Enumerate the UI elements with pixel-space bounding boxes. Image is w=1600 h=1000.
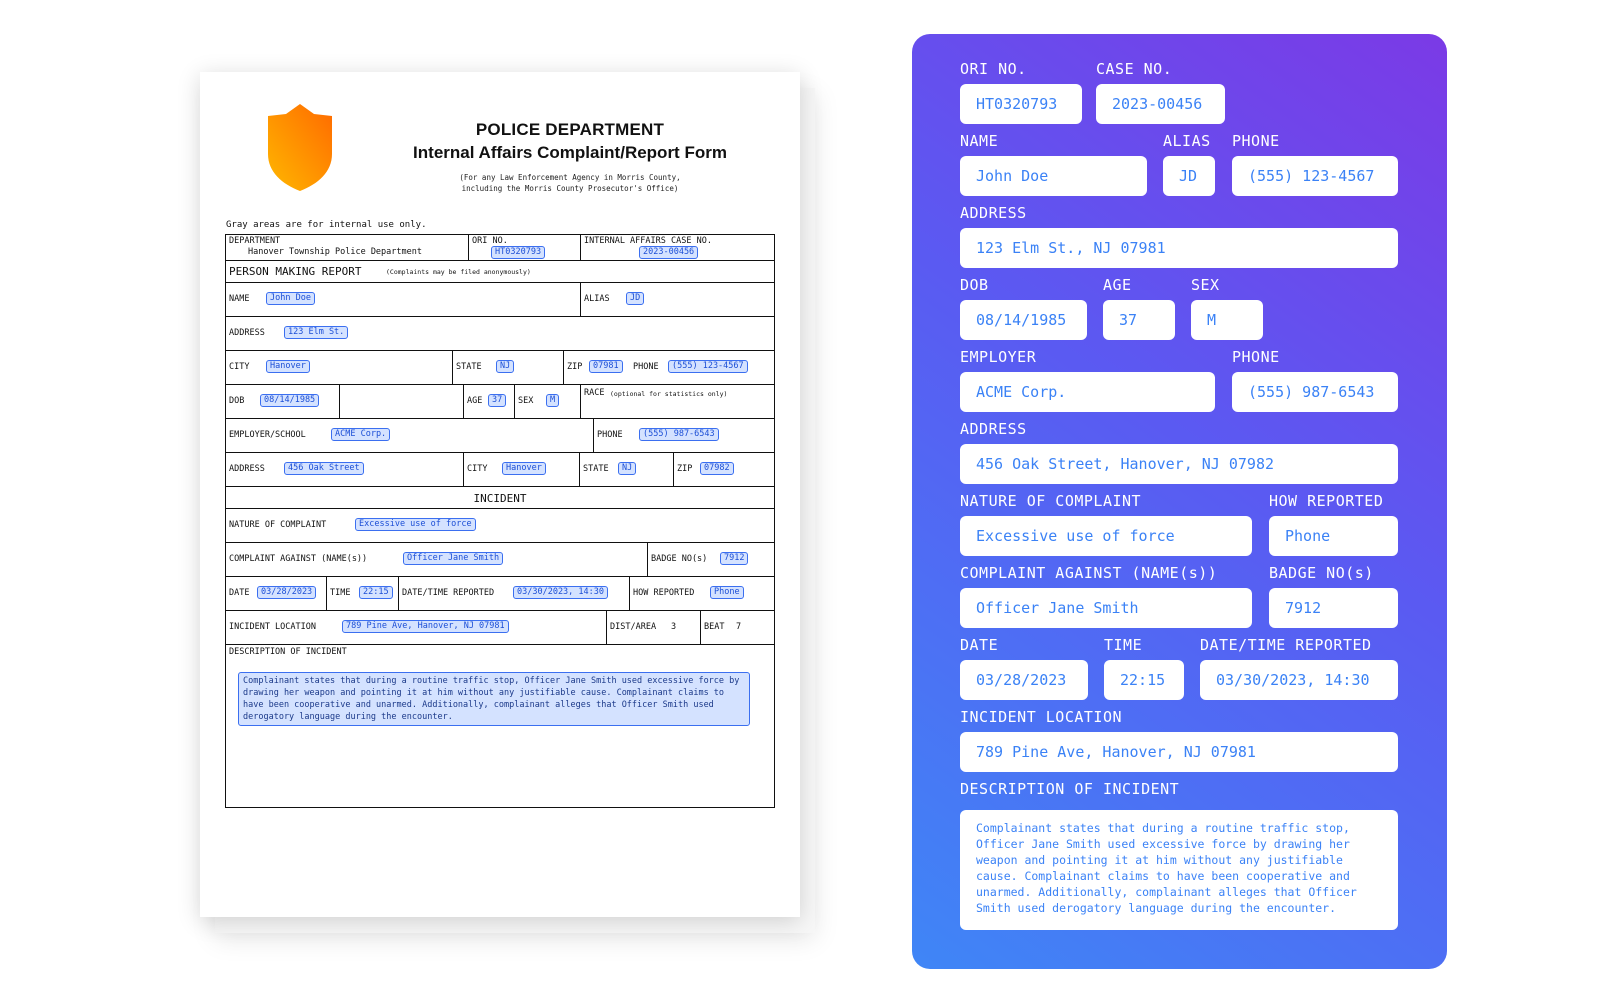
employer-zip-field[interactable]: 07982	[700, 462, 734, 475]
form-grid	[225, 234, 775, 808]
ori-field[interactable]: HT0320793	[491, 246, 545, 259]
nature-input[interactable]: Excessive use of force	[960, 516, 1252, 556]
beat-value: 7	[736, 622, 742, 632]
description-textarea[interactable]: Complainant states that during a routine traffic stop, Officer Jane Smith used excessive force by drawing her weapon and pointing it at him without any justifiable cause. Complainant claims to have been cooperative and unarmed. Additionally, complainant alleges that Officer Smith used derogatory language during the encounter.	[960, 810, 1398, 930]
employer-address-field[interactable]: 456 Oak Street	[284, 462, 364, 475]
time-input[interactable]: 22:15	[1104, 660, 1184, 700]
complaint-against-field[interactable]: Officer Jane Smith	[403, 552, 503, 565]
dob-row: DOB 08/14/1985 AGE 37 SEX M RACE (optional for statistics only)	[226, 385, 774, 419]
gray-areas-note: Gray areas are for internal use only.	[226, 220, 427, 230]
employer-address-input[interactable]: 456 Oak Street, Hanover, NJ 07982	[960, 444, 1398, 484]
state-field[interactable]: NJ	[496, 360, 514, 373]
form-subtitle: (For any Law Enforcement Agency in Morris County, including the Morris County Prosecutor's Office)	[459, 173, 681, 193]
alias-field[interactable]: JD	[626, 292, 644, 305]
employer-row: EMPLOYER/SCHOOL ACME Corp. PHONE (555) 987-6543	[226, 419, 774, 453]
location-field[interactable]: 789 Pine Ave, Hanover, NJ 07981	[342, 620, 509, 633]
department-row: DEPARTMENT Hanover Township Police Department ORI NO. HT0320793 INTERNAL AFFAIRS CASE NO. 2023-00456	[226, 235, 774, 261]
form-title: Internal Affairs Complaint/Report Form	[413, 143, 727, 162]
employer-field[interactable]: ACME Corp.	[331, 428, 390, 441]
dob-field[interactable]: 08/14/1985	[260, 394, 319, 407]
reported-input[interactable]: 03/30/2023, 14:30	[1200, 660, 1398, 700]
address-field[interactable]: 123 Elm St.	[284, 326, 348, 339]
case-input[interactable]: 2023-00456	[1096, 84, 1225, 124]
date-field[interactable]: 03/28/2023	[257, 586, 316, 599]
nature-field[interactable]: Excessive use of force	[355, 518, 476, 531]
city-row: CITY Hanover STATE NJ ZIP 07981 PHONE (555) 123-4567	[226, 351, 774, 385]
employer-phone-input[interactable]: (555) 987-6543	[1232, 372, 1398, 412]
age-field[interactable]: 37	[488, 394, 506, 407]
address-input[interactable]: 123 Elm St., NJ 07981	[960, 228, 1398, 268]
name-field[interactable]: John Doe	[266, 292, 315, 305]
complaint-form-document	[200, 72, 800, 917]
ori-input[interactable]: HT0320793	[960, 84, 1082, 124]
complaint-against-input[interactable]: Officer Jane Smith	[960, 588, 1252, 628]
phone-field[interactable]: (555) 123-4567	[668, 360, 748, 373]
person-making-report-row: PERSON MAKING REPORT (Complaints may be filed anonymously)	[226, 261, 774, 283]
nature-row: NATURE OF COMPLAINT Excessive use of force	[226, 509, 774, 543]
location-input[interactable]: 789 Pine Ave, Hanover, NJ 07981	[960, 732, 1398, 772]
sex-input[interactable]: M	[1191, 300, 1263, 340]
police-shield-icon	[266, 102, 334, 192]
incident-header-row: INCIDENT	[226, 487, 774, 509]
how-reported-field[interactable]: Phone	[710, 586, 744, 599]
employer-state-field[interactable]: NJ	[618, 462, 636, 475]
extracted-fields-panel: ORI NO. HT0320793 CASE NO. 2023-00456 NAME John Doe ALIAS JD PHONE (555) 123-4567 ADDRESS 123 Elm St., NJ 07981 DOB 08/14/1985 AGE 37 SEX M EMPLOYER ACME Corp. PHONE (555) 987-6543 ADDRESS 456 Oak Street, Hanover, NJ 07982 NATURE OF COMPLAINT Excessive use of force HOW REPORTED Phone COMPLAINT AGAINST (NAME(s)) Officer Jane Smith BADGE NO(s) 7912 DATE 03/28/2023 TIME 22:15 DATE/TIME REPORTED 03/30/2023, 14:30 INCIDENT LOCATION 789 Pine Ave, Hanover, NJ 07981 DESCRIPTION OF INCIDENT Complainant states that during a routine traffic stop, Officer Jane Smith used excessive force by drawing her weapon and pointing it at him without any justifiable cause. Complainant claims to have been cooperative and unarmed. Additionally, complainant alleges that Officer Smith used derogatory language during the encounter.	[912, 34, 1447, 969]
dist-area-value: 3	[671, 622, 677, 632]
age-input[interactable]: 37	[1103, 300, 1175, 340]
time-field[interactable]: 22:15	[359, 586, 393, 599]
location-row: INCIDENT LOCATION 789 Pine Ave, Hanover, NJ 07981 DIST/AREA 3 BEAT 7	[226, 611, 774, 645]
ia-case-field[interactable]: 2023-00456	[639, 246, 698, 259]
dob-input[interactable]: 08/14/1985	[960, 300, 1087, 340]
name-row: NAME John Doe ALIAS JD	[226, 283, 774, 317]
description-section: DESCRIPTION OF INCIDENT Complainant states that during a routine traffic stop, Officer Jane Smith used excessive force by drawing her weapon and pointing it at him without any justifiable cause. Complainant claims to have been cooperative and unarmed. Additionally, complainant alleges that Officer Smith used derogatory language during the encounter.	[226, 645, 774, 807]
complaint-against-row: COMPLAINT AGAINST (NAME(s)) Officer Jane Smith BADGE NO(s) 7912	[226, 543, 774, 577]
employer-input[interactable]: ACME Corp.	[960, 372, 1215, 412]
employer-city-field[interactable]: Hanover	[502, 462, 546, 475]
department-heading: POLICE DEPARTMENT	[475, 120, 665, 139]
date-row: DATE 03/28/2023 TIME 22:15 DATE/TIME REPORTED 03/30/2023, 14:30 HOW REPORTED Phone	[226, 577, 774, 611]
city-field[interactable]: Hanover	[266, 360, 310, 373]
how-reported-input[interactable]: Phone	[1269, 516, 1398, 556]
badge-field[interactable]: 7912	[720, 552, 748, 565]
description-field[interactable]: Complainant states that during a routine traffic stop, Officer Jane Smith used excessive force by drawing her weapon and pointing it at him without any justifiable cause. Complainant claims to have been cooperative and unarmed. Additionally, complainant alleges that Officer Smith used derogatory language during the encounter.	[238, 672, 750, 726]
name-input[interactable]: John Doe	[960, 156, 1147, 196]
employer-address-row: ADDRESS 456 Oak Street CITY Hanover STATE NJ ZIP 07982	[226, 453, 774, 487]
reported-field[interactable]: 03/30/2023, 14:30	[513, 586, 608, 599]
department-value: Hanover Township Police Department	[248, 247, 422, 257]
alias-input[interactable]: JD	[1163, 156, 1215, 196]
date-input[interactable]: 03/28/2023	[960, 660, 1088, 700]
badge-input[interactable]: 7912	[1269, 588, 1398, 628]
phone-input[interactable]: (555) 123-4567	[1232, 156, 1398, 196]
address-row: ADDRESS 123 Elm St.	[226, 317, 774, 351]
employer-phone-field[interactable]: (555) 987-6543	[639, 428, 719, 441]
zip-field[interactable]: 07981	[589, 360, 623, 373]
sex-field[interactable]: M	[546, 394, 559, 407]
